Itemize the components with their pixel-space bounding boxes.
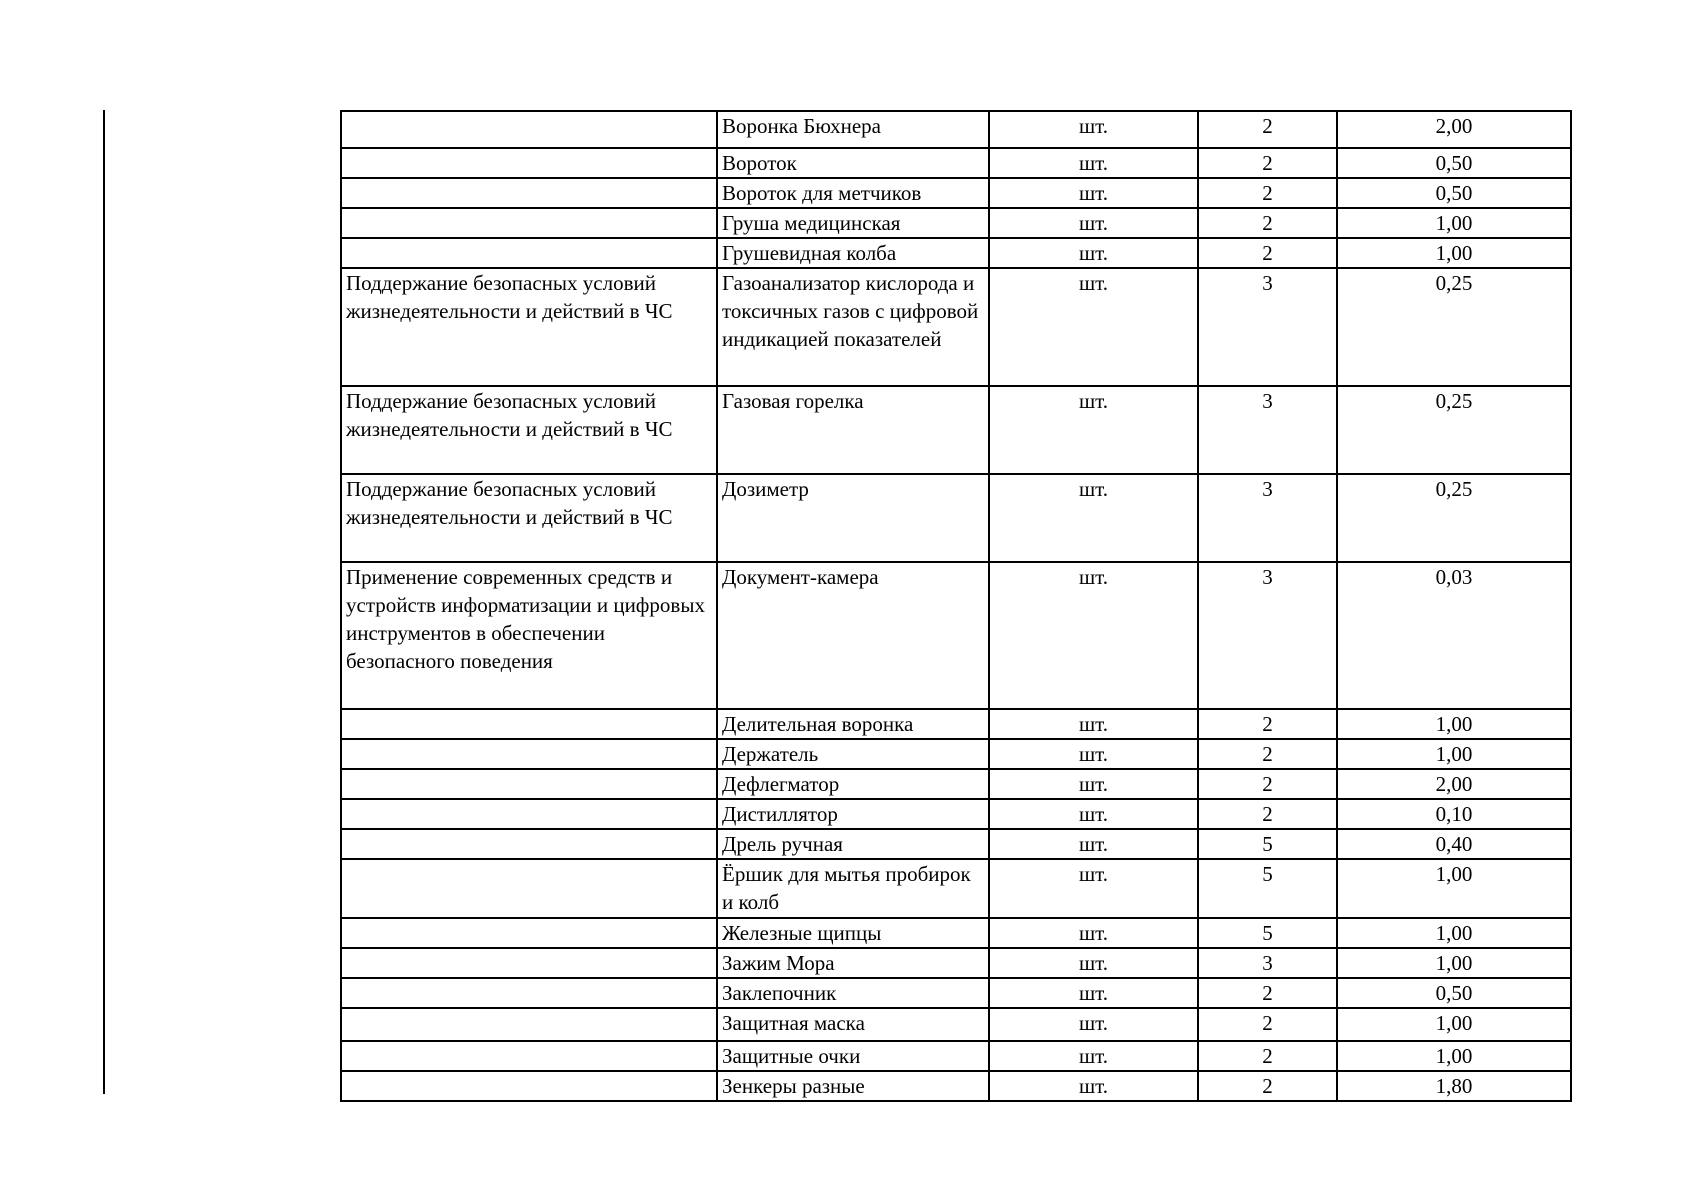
item-name-cell: Груша медицинская [717,208,989,238]
area-cell [341,709,717,739]
unit-cell: шт. [989,1071,1198,1101]
table-row [341,474,1571,562]
norm-cell: 1,00 [1337,238,1571,268]
area-cell [341,799,717,829]
item-name-cell: Вороток для метчиков [717,178,989,208]
area-cell [341,1071,717,1101]
item-name-cell: Грушевидная колба [717,238,989,268]
unit-cell: шт. [989,948,1198,978]
item-name-cell: Заклепочник [717,978,989,1008]
unit-cell: шт. [989,709,1198,739]
area-cell: Поддержание безопасных условий жизнедеятельности и действий в ЧС [341,268,717,386]
norm-cell: 1,80 [1337,1071,1571,1101]
table-row [341,769,1571,799]
item-name-cell: Защитная маска [717,1008,989,1041]
norm-cell: 1,00 [1337,1041,1571,1071]
norm-cell: 2,00 [1337,111,1571,148]
unit-cell: шт. [989,148,1198,178]
item-name-cell: Дрель ручная [717,829,989,859]
unit-cell: шт. [989,178,1198,208]
quantity-cell: 3 [1198,562,1337,709]
table-row [341,111,1571,148]
unit-cell: шт. [989,111,1198,148]
item-name-cell: Дефлегматор [717,769,989,799]
table-row [341,268,1571,386]
norm-cell: 0,25 [1337,474,1571,562]
item-name-cell: Зажим Мора [717,948,989,978]
item-name-cell: Защитные очки [717,1041,989,1071]
unit-cell: шт. [989,562,1198,709]
norm-cell: 2,00 [1337,769,1571,799]
unit-cell: шт. [989,1041,1198,1071]
unit-cell: шт. [989,799,1198,829]
area-cell [341,948,717,978]
norm-cell: 0,50 [1337,978,1571,1008]
quantity-cell: 2 [1198,208,1337,238]
item-name-cell: Воронка Бюхнера [717,111,989,148]
area-cell [341,208,717,238]
table-row [341,739,1571,769]
norm-cell: 0,10 [1337,799,1571,829]
norm-cell: 0,40 [1337,829,1571,859]
quantity-cell: 5 [1198,918,1337,948]
quantity-cell: 2 [1198,799,1337,829]
quantity-cell: 2 [1198,739,1337,769]
item-name-cell: Держатель [717,739,989,769]
item-name-cell: Газоанализатор кислорода и токсичных газов с цифровой индикацией показателей [717,268,989,386]
table-row [341,178,1571,208]
item-name-cell: Газовая горелка [717,386,989,474]
table-row [341,1041,1571,1071]
norm-cell: 1,00 [1337,208,1571,238]
unit-cell: шт. [989,208,1198,238]
quantity-cell: 5 [1198,829,1337,859]
item-name-cell: Железные щипцы [717,918,989,948]
unit-cell: шт. [989,739,1198,769]
quantity-cell: 2 [1198,1008,1337,1041]
area-cell [341,1041,717,1071]
unit-cell: шт. [989,769,1198,799]
area-cell [341,829,717,859]
norm-cell: 0,50 [1337,178,1571,208]
table-row [341,1008,1571,1041]
area-cell [341,1008,717,1041]
item-name-cell: Вороток [717,148,989,178]
quantity-cell: 2 [1198,709,1337,739]
quantity-cell: 5 [1198,859,1337,918]
table-row [341,829,1571,859]
quantity-cell: 2 [1198,978,1337,1008]
quantity-cell: 2 [1198,148,1337,178]
unit-cell: шт. [989,918,1198,948]
item-name-cell: Документ-камера [717,562,989,709]
quantity-cell: 3 [1198,948,1337,978]
area-cell [341,111,717,148]
quantity-cell: 2 [1198,1041,1337,1071]
norm-cell: 1,00 [1337,709,1571,739]
area-cell [341,859,717,918]
quantity-cell: 2 [1198,178,1337,208]
table-row [341,148,1571,178]
unit-cell: шт. [989,268,1198,386]
quantity-cell: 3 [1198,268,1337,386]
item-name-cell: Зенкеры разные [717,1071,989,1101]
table-row [341,948,1571,978]
item-name-cell: Ёршик для мытья пробирок и колб [717,859,989,918]
norm-cell: 1,00 [1337,918,1571,948]
table-row [341,918,1571,948]
norm-cell: 0,50 [1337,148,1571,178]
norm-cell: 1,00 [1337,948,1571,978]
unit-cell: шт. [989,238,1198,268]
quantity-cell: 2 [1198,111,1337,148]
item-name-cell: Делительная воронка [717,709,989,739]
norm-cell: 0,25 [1337,386,1571,474]
table-row [341,978,1571,1008]
table-row [341,562,1571,709]
item-name-cell: Дозиметр [717,474,989,562]
unit-cell: шт. [989,1008,1198,1041]
area-cell [341,148,717,178]
table-row [341,709,1571,739]
unit-cell: шт. [989,978,1198,1008]
unit-cell: шт. [989,386,1198,474]
unit-cell: шт. [989,829,1198,859]
norm-cell: 0,03 [1337,562,1571,709]
area-cell: Поддержание безопасных условий жизнедеятельности и действий в ЧС [341,386,717,474]
area-cell [341,739,717,769]
equipment-table [340,110,1572,1102]
area-cell: Применение современных средств и устройств информатизации и цифровых инструментов в обеспечении безопасного поведения [341,562,717,709]
area-cell [341,769,717,799]
area-cell [341,918,717,948]
quantity-cell: 2 [1198,1071,1337,1101]
table-row [341,208,1571,238]
norm-cell: 1,00 [1337,1008,1571,1041]
table-row [341,859,1571,918]
norm-cell: 1,00 [1337,739,1571,769]
unit-cell: шт. [989,474,1198,562]
quantity-cell: 2 [1198,238,1337,268]
unit-cell: шт. [989,859,1198,918]
area-cell [341,178,717,208]
quantity-cell: 2 [1198,769,1337,799]
table-row [341,238,1571,268]
table-row [341,799,1571,829]
area-cell [341,978,717,1008]
table-row [341,386,1571,474]
norm-cell: 1,00 [1337,859,1571,918]
area-cell [341,238,717,268]
quantity-cell: 3 [1198,386,1337,474]
table-row [341,1071,1571,1101]
area-cell: Поддержание безопасных условий жизнедеятельности и действий в ЧС [341,474,717,562]
quantity-cell: 3 [1198,474,1337,562]
item-name-cell: Дистиллятор [717,799,989,829]
left-margin-line [103,110,105,1094]
norm-cell: 0,25 [1337,268,1571,386]
